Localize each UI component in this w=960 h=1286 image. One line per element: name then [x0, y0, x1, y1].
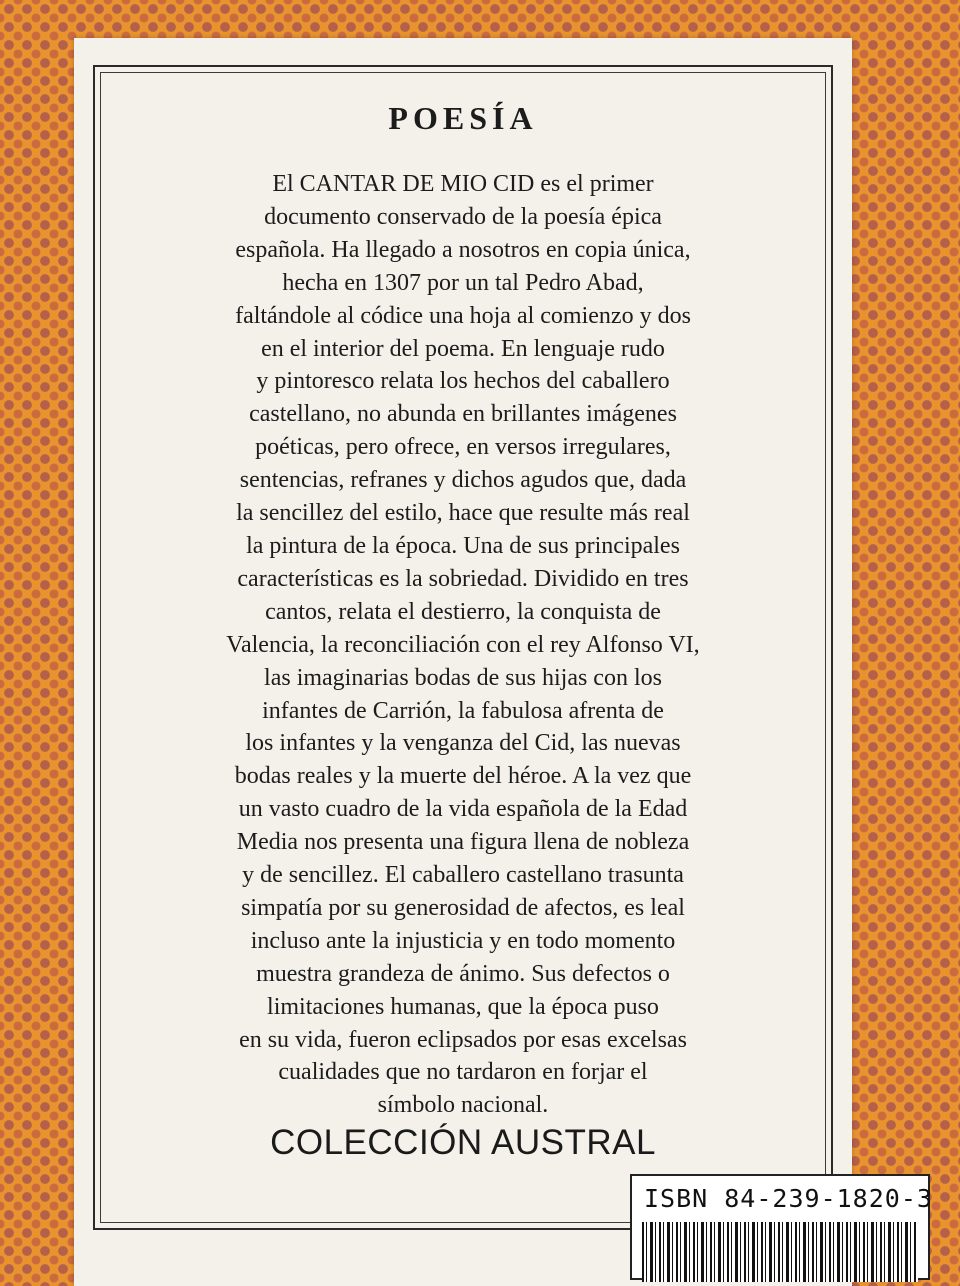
isbn-number: ISBN 84-239-1820-3: [644, 1184, 933, 1213]
book-title: CANTAR DE MIO CID: [299, 171, 535, 197]
isbn-sticker: [630, 1174, 933, 1280]
synopsis-text: [114, 168, 812, 1122]
synopsis-lead: El: [272, 171, 300, 197]
genre-heading: POESÍA: [388, 100, 538, 136]
barcode: [642, 1222, 918, 1282]
back-cover-card: [74, 38, 852, 1286]
collection-name: COLECCIÓN AUSTRAL: [270, 1123, 656, 1162]
synopsis-body: es el primer documento conservado de la poesía épica española. Ha llegado a nosotros en copia única, hecha en 1307 por un tal Pedro Abad, faltándole al códice una hoja al comienzo y dos en el interior del poema. En lenguaje rudo y pintoresco relata los hechos del caballero castellano, no abunda en brillantes imágenes poéticas, pero ofrece, en versos irregulares, sentencias, refranes y dichos agudos que, dada la sencillez del estilo, hace que resulte más real la pintura de la época. Una de sus principales características es la sobriedad. Dividido en tres cantos, relata el destierro, la conquista de Valencia, la reconciliación con el rey Alfonso VI, las imaginarias bodas de sus hijas con los infantes de Carrión, la fabulosa afrenta de los infantes y la venganza del Cid, las nuevas bodas reales y la muerte del héroe. A la vez que un vasto cuadro de la vida española de la Edad Media nos presenta una figura llena de nobleza y de sencillez. El caballero castellano trasunta simpatía por su generosidad de afectos, es leal incluso ante la injusticia y en todo momento muestra grandeza de ánimo. Sus defectos o limitaciones humanas, que la época puso en su vida, fueron eclipsados por esas excelsas cualidades que no tardaron en forjar el símbolo nacional.: [226, 171, 700, 1119]
